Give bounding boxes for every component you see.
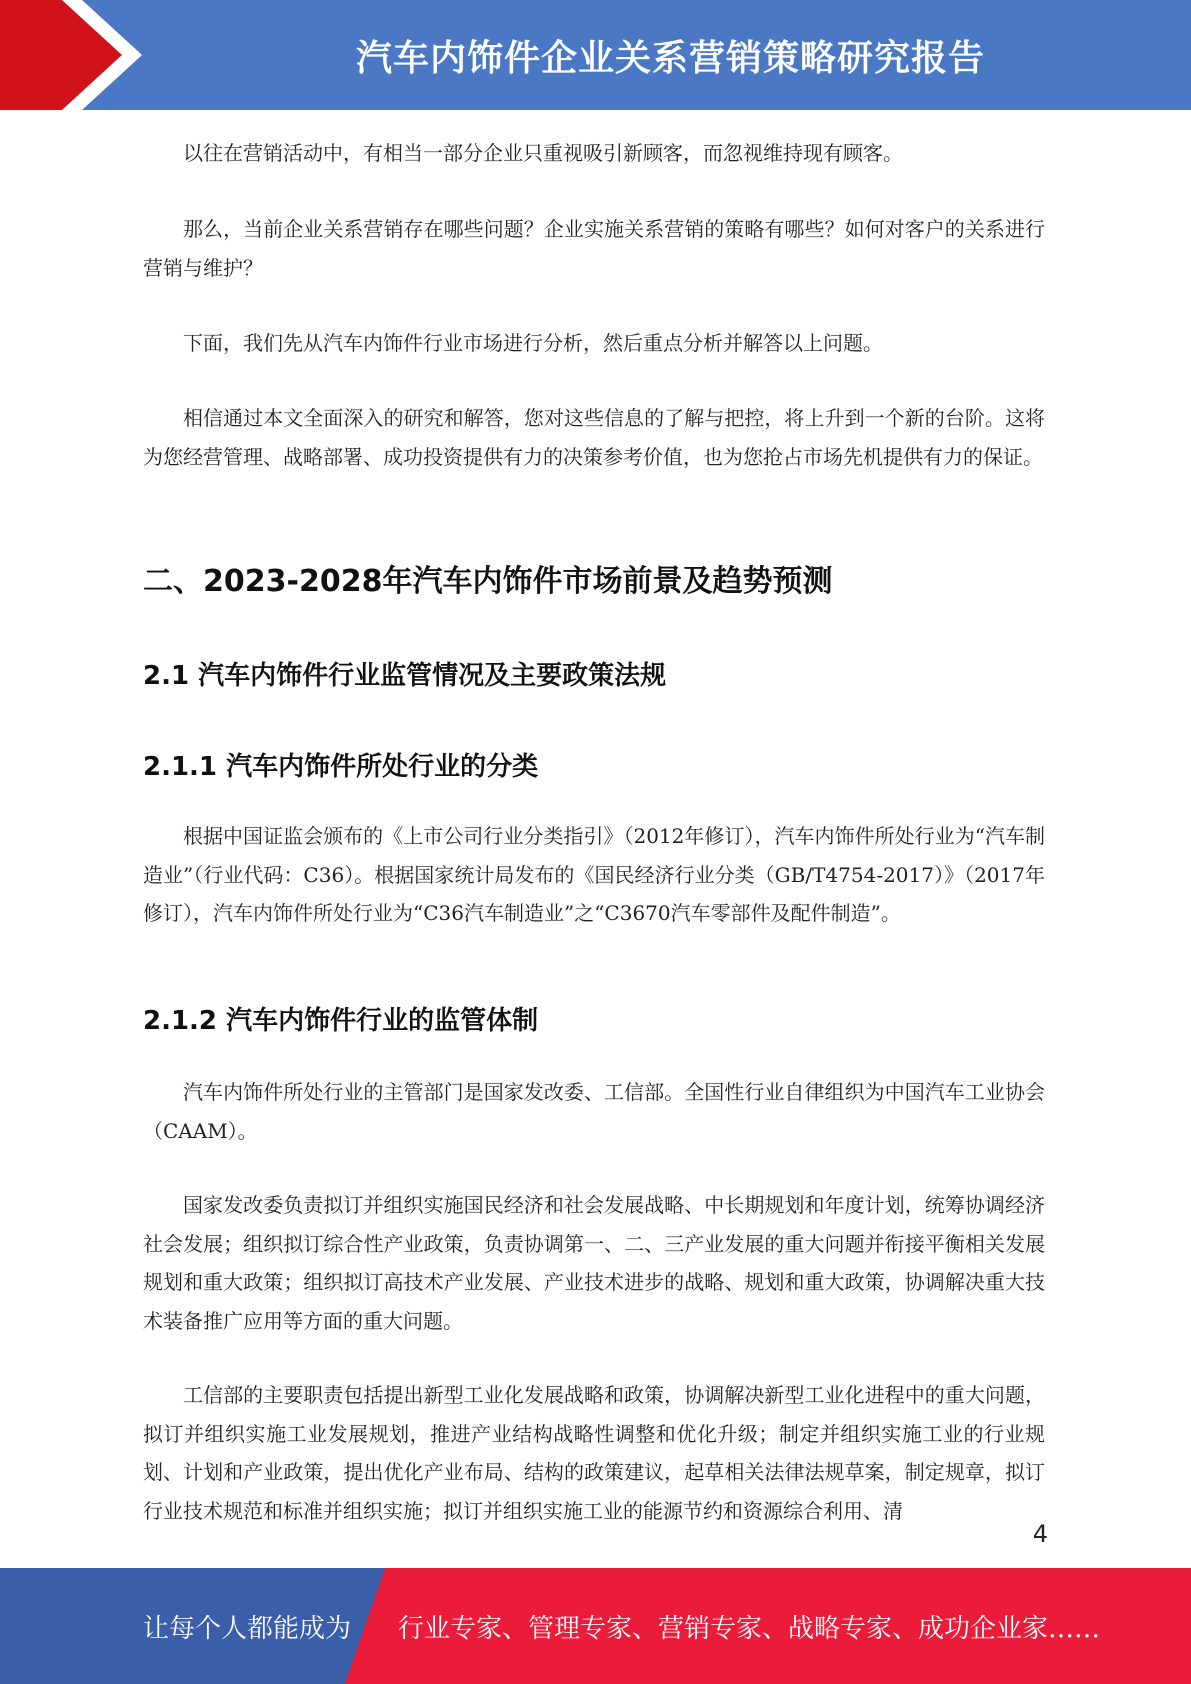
- paragraph-5: 根据中国证监会颁布的《上市公司行业分类指引》（2012年修订），汽车内饰件所处行业为“汽车制造业”（行业代码：C36）。根据国家统计局发布的《国民经济行业分类（GB/T4754-2017）》（2017年修订），汽车内饰件所处行业为“C36汽车制造业”之“C3670汽车零部件及配件制造”。: [143, 824, 1045, 925]
- paragraph-8: 工信部的主要职责包括提出新型工业化发展战略和政策，协调解决新型工业化进程中的重大问题，拟订并组织实施工业发展规划，推进产业结构战略性调整和优化升级；制定并组织实施工业的行业规划、计划和产业政策，提出优化产业布局、结构的政策建议，起草相关法律法规草案，制定规章，拟订行业技术规范和标准并组织实施；拟订并组织实施工业的能源节约和资源综合利用、清: [143, 1383, 1045, 1523]
- report-title: 汽车内饰件企业关系营销策略研究报告: [355, 37, 985, 79]
- section-heading-2: 二、2023-2028年汽车内饰件市场前景及趋势预测: [143, 564, 833, 599]
- page-footer: [0, 1568, 1191, 1684]
- paragraph-6: 汽车内饰件所处行业的主管部门是国家发改委、工信部。全国性行业自律组织为中国汽车工业协会（CAAM）。: [143, 1080, 1045, 1143]
- paragraph-7: 国家发改委负责拟订并组织实施国民经济和社会发展战略、中长期规划和年度计划，统筹协调经济社会发展；组织拟订综合性产业政策，负责协调第一、二、三产业发展的重大问题并衔接平衡相关发展规划和重大政策；组织拟订高技术产业发展、产业技术进步的战略、规划和重大政策，协调解决重大技术装备推广应用等方面的重大问题。: [143, 1193, 1045, 1333]
- footer-slogan-left: 让每个人都能成为: [143, 1613, 352, 1644]
- paragraph-1: 以往在营销活动中，有相当一部分企业只重视吸引新顾客，而忽视维持现有顾客。: [183, 141, 903, 165]
- header-arrow-decoration: [0, 0, 160, 110]
- page-number: 4: [1032, 1520, 1048, 1548]
- page-header: [0, 0, 1191, 110]
- footer-slogan-right: 行业专家、管理专家、营销专家、战略专家、成功企业家……: [398, 1613, 1101, 1644]
- paragraph-3: 下面，我们先从汽车内饰件行业市场进行分析，然后重点分析并解答以上问题。: [183, 331, 883, 355]
- subsection-heading-2-1-2: 2.1.2 汽车内饰件行业的监管体制: [143, 1006, 539, 1036]
- paragraph-4: 相信通过本文全面深入的研究和解答，您对这些信息的了解与把控，将上升到一个新的台阶。这将为您经营管理、战略部署、成功投资提供有力的决策参考价值，也为您抢占市场先机提供有力的保证。: [143, 406, 1045, 469]
- paragraph-2: 那么，当前企业关系营销存在哪些问题？企业实施关系营销的策略有哪些？如何对客户的关系进行营销与维护？: [143, 217, 1045, 280]
- subsection-heading-2-1: 2.1 汽车内饰件行业监管情况及主要政策法规: [143, 661, 667, 691]
- subsection-heading-2-1-1: 2.1.1 汽车内饰件所处行业的分类: [143, 752, 539, 782]
